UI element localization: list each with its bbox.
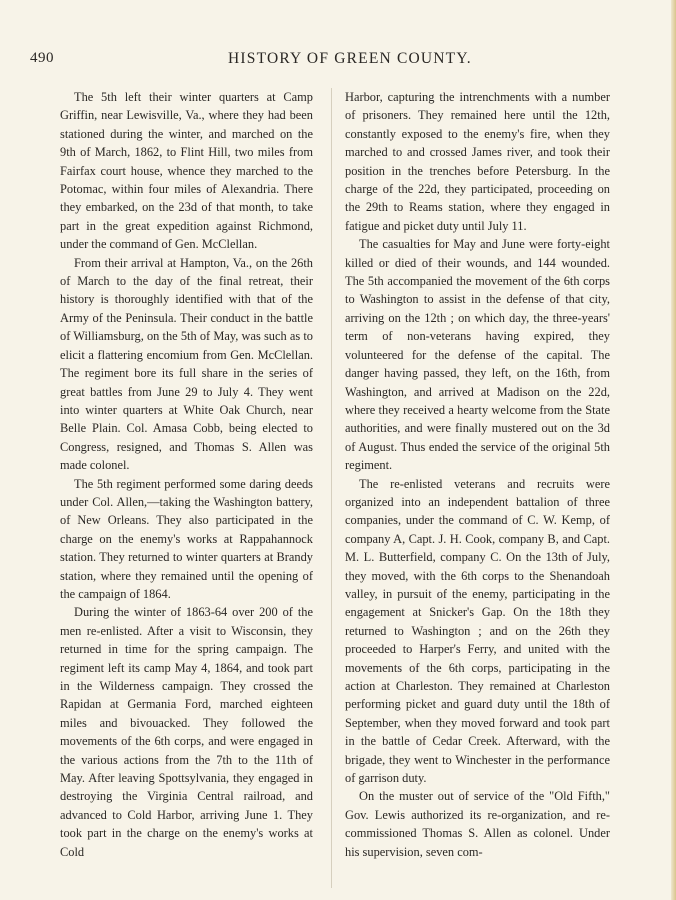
paragraph: From their arrival at Hampton, Va., on the 26th of March to the day of the final retreat, their history is thoroughly identified with that of the Army of the Peninsula. Their conduct in the battle of Williamsburg, on the 5th of May, was such as to elicit a flattering encomium from Gen. McClellan. The regiment bore its full share in the series of great battles from June 29 to July 4. They went into winter quarters at White Oak Church, near Belle Plain. Col. Amasa Cobb, being elected to Congress, resigned, and Thomas S. Allen was made colonel. [60,255,313,473]
paragraph: The casualties for May and June were forty-eight killed or died of their wounds, and 144 wounded. The 5th accompanied the movement of the 6th corps to Washington to assist in the defense of that city, arriving on the 12th ; on which day, the three-years' term of non-veterans having expired, they volunteered for the defense of the capital. The danger having passed, they left, on the 16th, from Washington, and arrived at Madison on the 22d, where they received a hearty welcome from the State authorities, and were finally mustered out on the 3d of August. Thus ended the service of the original 5th regiment. [345,237,610,473]
paragraph: During the winter of 1863-64 over 200 of the men re-enlisted. After a visit to Wisconsin, they returned in time for the spring campaign. The regiment left its camp May 4, 1864, and took part in the Wilderness campaign. They crossed the Rapidan at Germania Ford, marched eighteen miles and bivouacked. They followed the movements of the 6th corps, and were engaged in the various actions from the 7th to the 11th of May. After leaving Spottsylvania, they engaged in destroying the Virginia Central railroad, and advanced to Cold Harbor, arriving June 1. They took part in the charge on the enemy's works at Cold [60,605,313,859]
left-column [60,88,313,861]
running-title: HISTORY OF GREEN COUNTY. [228,50,472,67]
paragraph: The re-enlisted veterans and recruits were organized into an independent battalion of three companies, under the command of C. W. Kemp, of company A, Capt. J. H. Cook, company B, and Capt. M. L. Butterfield, company C. On the 13th of July, they moved, with the 6th corps to the Shenandoah valley, in pursuit of the enemy, participating in the engagement at Snicker's Gap. On the 18th they returned to Washington ; and on the 26th they proceeded to Harper's Ferry, and united with the movements of the 6th corps, participating in the action at Charleston. They remained at Charleston performing picket and guard duty until the 18th of September, when they moved forward and took part in the battle of Cedar Creek. Afterward, with the brigade, they went to Winchester in the performance of garrison duty. [345,476,610,786]
column-divider [331,88,332,888]
paragraph: On the muster out of service of the "Old Fifth," Gov. Lewis authorized its re-organization, and re-commissioned Thomas S. Allen as colonel. Under his supervision, seven com- [345,789,610,859]
page-edge [671,0,676,900]
paragraph: The 5th left their winter quarters at Camp Griffin, near Lewisville, Va., where they had been stationed during the winter, and marched on the 9th of March, 1862, to Flint Hill, two miles from Fairfax court house, whence they marched to the Potomac, within four miles of Alexandria. There they embarked, on the 23d of that month, to take part in the great expedition against Richmond, under the command of Gen. McClellan. [60,90,313,252]
paragraph: Harbor, capturing the intrenchments with a number of prisoners. They remained here until the 12th, constantly exposed to the enemy's fire, when they marched to and crossed James river, and took their position in the trenches before Petersburg. In the charge of the 22d, they participated, proceeding on the 29th to Reams station, where they engaged in fatigue and picket duty until July 11. [345,90,610,233]
page-number: 490 [30,50,54,66]
right-column [345,88,610,861]
page-header [0,50,676,72]
paragraph: The 5th regiment performed some daring deeds under Col. Allen,—taking the Washington battery, of New Orleans. They also participated in the charge on the enemy's works at Rappahannock station. They returned to winter quarters at Brandy station, where they remained until the opening of the campaign of 1864. [60,476,313,601]
